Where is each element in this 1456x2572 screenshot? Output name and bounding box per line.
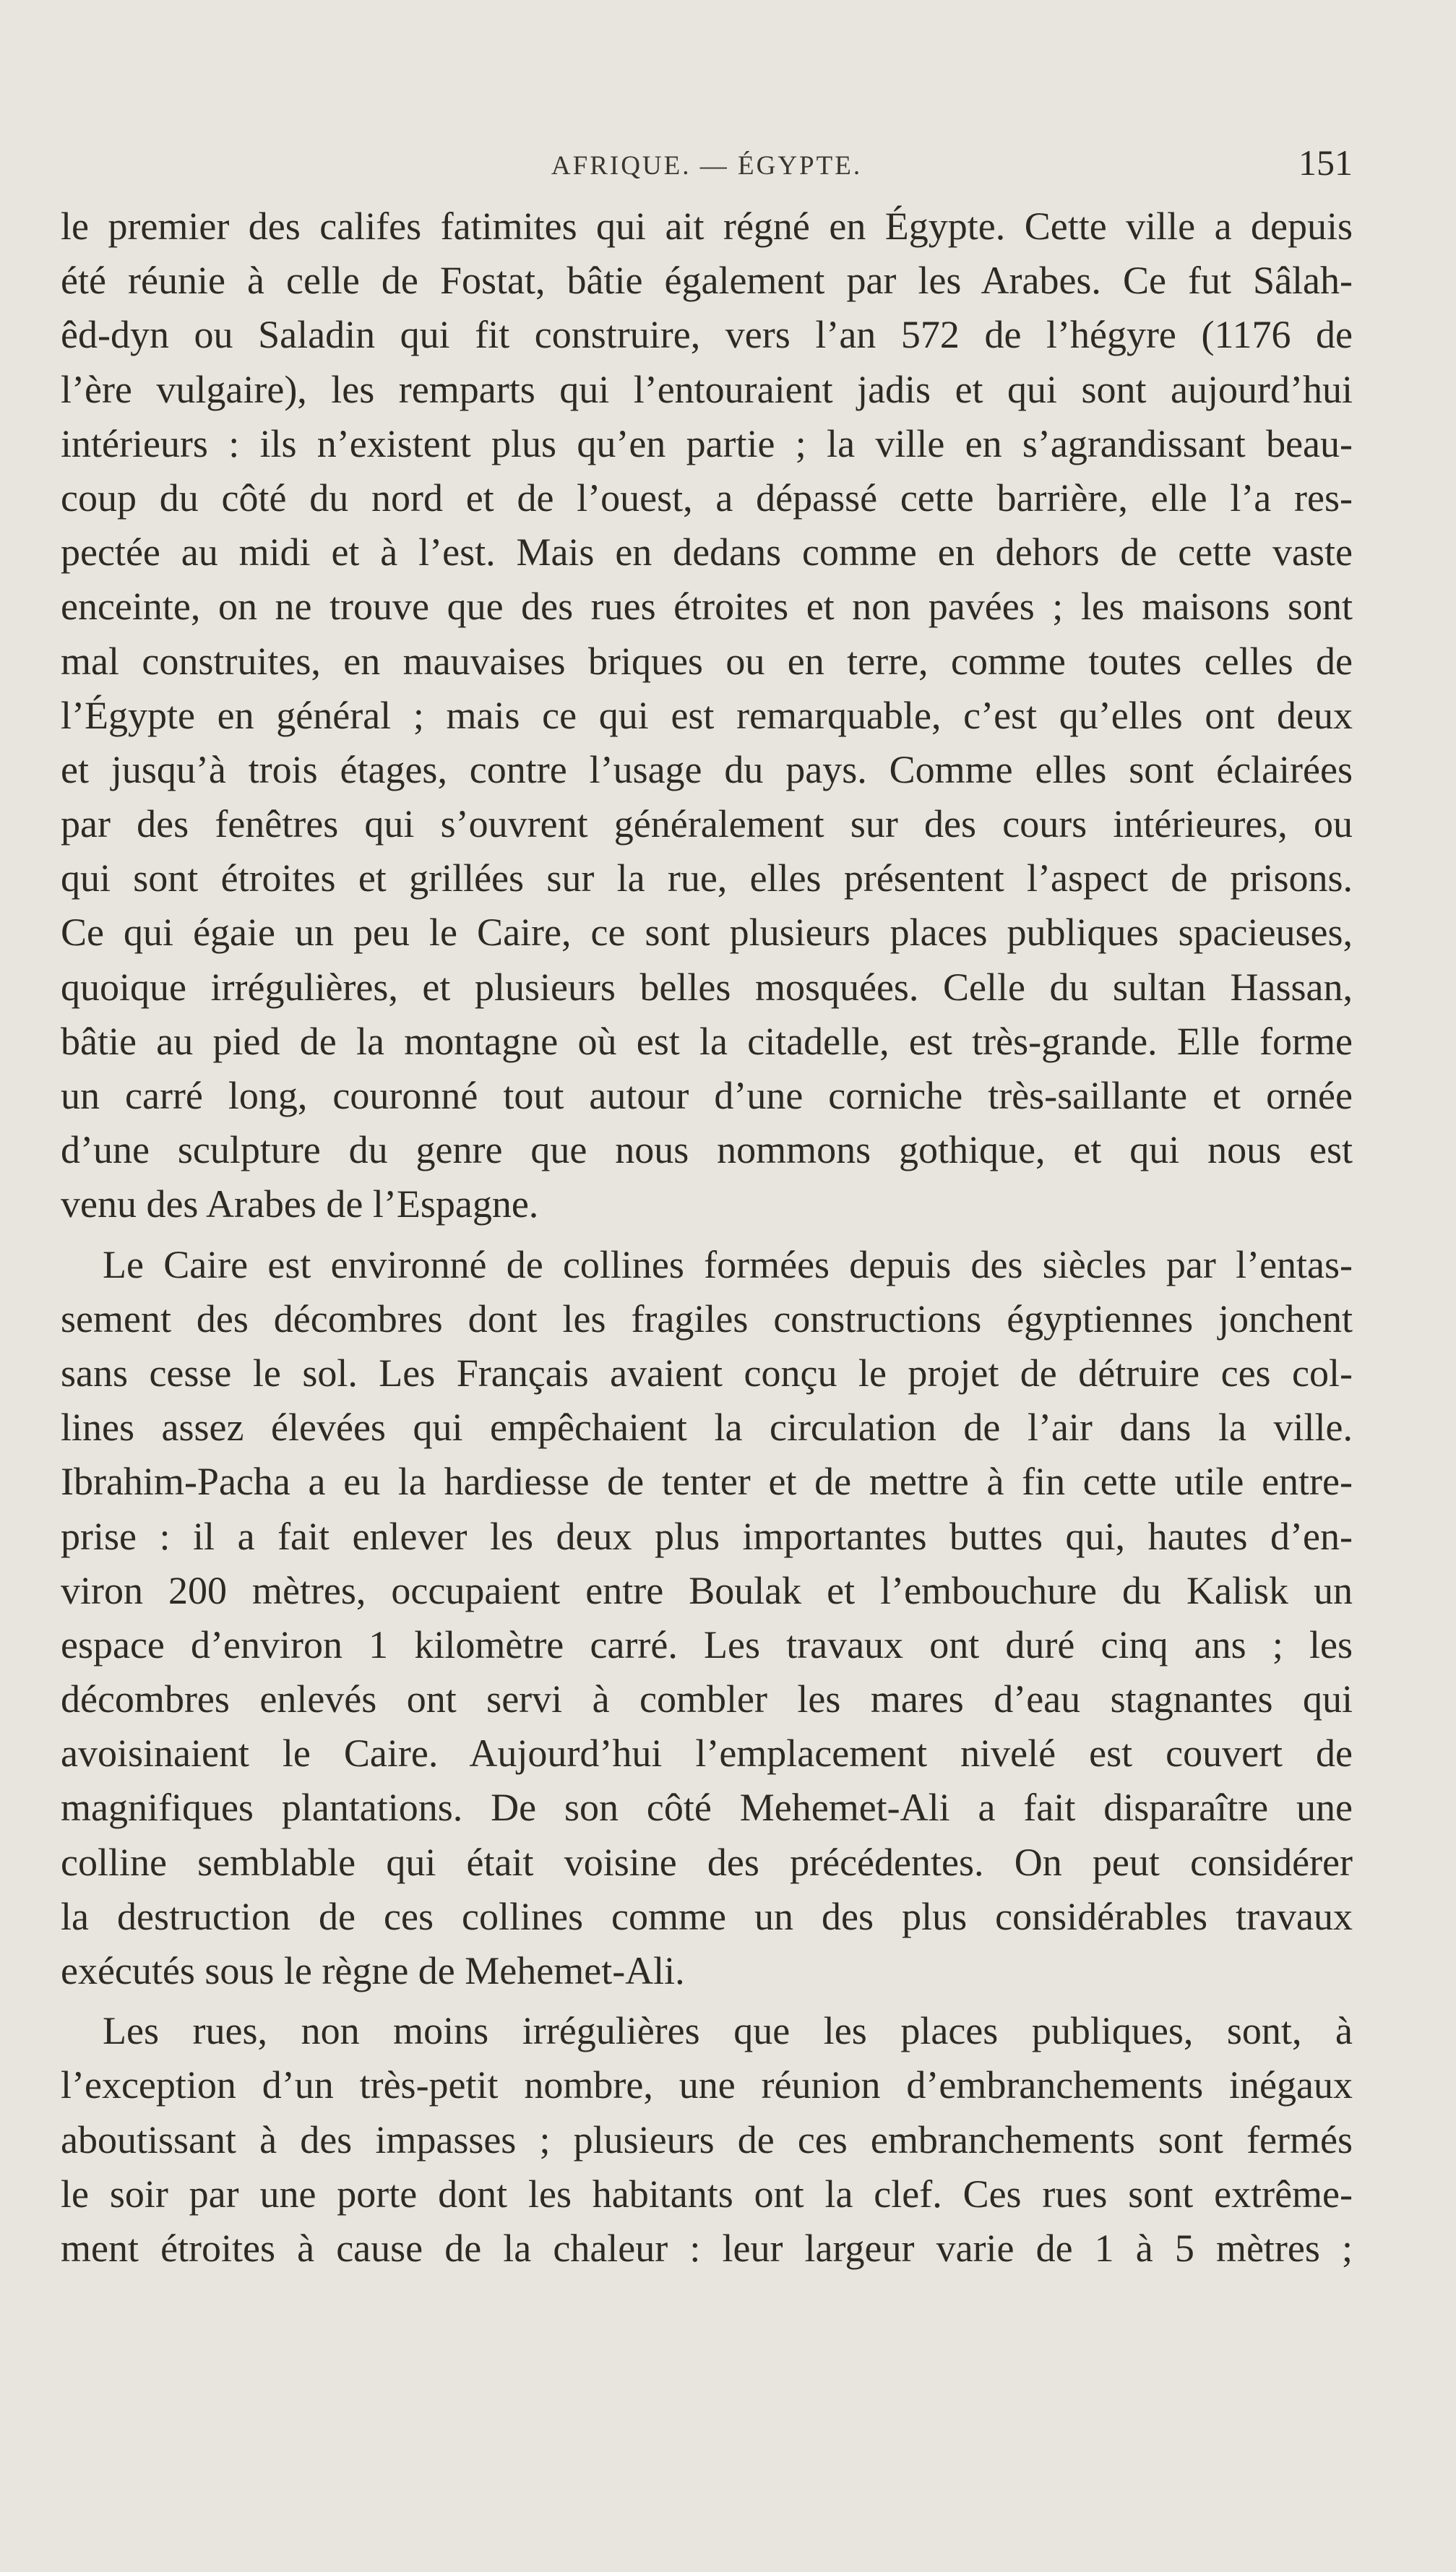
text-line: avoisinaient le Caire. Aujourd’hui l’emplacement nivelé est couvert de xyxy=(61,1732,1353,1776)
page-number: 151 xyxy=(1298,142,1353,183)
text-line: ment étroites à cause de la chaleur : leur largeur varie de 1 à 5 mètres ; xyxy=(61,2226,1353,2270)
text-line: d’une sculpture du genre que nous nommons gothique, et qui nous est xyxy=(61,1128,1353,1172)
text-line: Ibrahim-Pacha a eu la hardiesse de tenter et de mettre à fin cette utile entre- xyxy=(61,1460,1353,1504)
text-line: Les rues, non moins irrégulières que les places publiques, sont, à xyxy=(103,2009,1353,2053)
text-line: êd-dyn ou Saladin qui fit construire, vers l’an 572 de l’hégyre (1176 de xyxy=(61,313,1353,357)
text-line: un carré long, couronné tout autour d’une corniche très-saillante et ornée xyxy=(61,1074,1353,1117)
body-text xyxy=(61,199,1353,2276)
text-line: prise : il a fait enlever les deux plus importantes buttes qui, hautes d’en- xyxy=(61,1514,1353,1558)
text-line: sement des décombres dont les fragiles constructions égyptiennes jonchent xyxy=(61,1296,1353,1341)
text-line: coup du côté du nord et de l’ouest, a dépassé cette barrière, elle l’a res- xyxy=(61,476,1353,520)
text-line: sans cesse le sol. Les Français avaient conçu le projet de détruire ces col- xyxy=(61,1351,1353,1395)
text-line: par des fenêtres qui s’ouvrent généralement sur des cours intérieures, ou xyxy=(61,802,1353,846)
text-line: viron 200 mètres, occupaient entre Boulak et l’embouchure du Kalisk un xyxy=(61,1568,1353,1612)
text-line: quoique irrégulières, et plusieurs belles mosquées. Celle du sultan Hassan, xyxy=(61,965,1353,1009)
text-line: venu des Arabes de l’Espagne. xyxy=(61,1182,539,1226)
text-line: été réunie à celle de Fostat, bâtie également par les Arabes. Ce fut Sâlah- xyxy=(61,259,1353,303)
text-line: enceinte, on ne trouve que des rues étroites et non pavées ; les maisons sont xyxy=(61,585,1353,629)
paragraph-1 xyxy=(61,199,1353,1232)
text-line: exécutés sous le règne de Mehemet-Ali. xyxy=(61,1949,685,1992)
text-line: espace d’environ 1 kilomètre carré. Les travaux ont duré cinq ans ; les xyxy=(61,1622,1353,1666)
paragraph-2 xyxy=(61,1238,1353,1999)
text-line: mal construites, en mauvaises briques ou en terre, comme toutes celles de xyxy=(61,639,1353,683)
text-line: colline semblable qui était voisine des précédentes. On peut considérer xyxy=(61,1840,1353,1884)
text-line: qui sont étroites et grillées sur la rue, elles présentent l’aspect de prisons. xyxy=(61,856,1353,900)
text-line: l’ère vulgaire), les remparts qui l’entouraient jadis et qui sont aujourd’hui xyxy=(61,367,1353,411)
text-line: Le Caire est environné de collines formées depuis des siècles par l’entas- xyxy=(103,1242,1353,1286)
text-line: le premier des califes fatimites qui ait régné en Égypte. Cette ville a depuis xyxy=(61,205,1353,248)
text-line: la destruction de ces collines comme un des plus considérables travaux xyxy=(61,1894,1353,1938)
text-line: magnifiques plantations. De son côté Mehemet-Ali a fait disparaître une xyxy=(61,1786,1353,1830)
text-line: l’exception d’un très-petit nombre, une réunion d’embranchements inégaux xyxy=(61,2063,1353,2107)
text-line: bâtie au pied de la montagne où est la citadelle, est très-grande. Elle forme xyxy=(61,1019,1353,1063)
text-line: l’Égypte en général ; mais ce qui est remarquable, c’est qu’elles ont deux xyxy=(61,693,1353,737)
text-line: Ce qui égaie un peu le Caire, ce sont plusieurs places publiques spacieuses, xyxy=(61,911,1353,955)
text-line: intérieurs : ils n’existent plus qu’en partie ; la ville en s’agrandissant beau- xyxy=(61,421,1353,465)
text-line: décombres enlevés ont servi à combler les mares d’eau stagnantes qui xyxy=(61,1677,1353,1721)
text-line: et jusqu’à trois étages, contre l’usage du pays. Comme elles sont éclairées xyxy=(61,747,1353,791)
text-line: le soir par une porte dont les habitants ont la clef. Ces rues sont extrême- xyxy=(61,2172,1353,2216)
page-header xyxy=(61,142,1353,192)
text-line: aboutissant à des impasses ; plusieurs de ces embranchements sont fermés xyxy=(61,2117,1353,2162)
text-line: lines assez élevées qui empêchaient la circulation de l’air dans la ville. xyxy=(61,1406,1353,1450)
running-title: AFRIQUE. — ÉGYPTE. xyxy=(551,151,863,181)
paragraph-3 xyxy=(61,2004,1353,2276)
text-line: pectée au midi et à l’est. Mais en dedans comme en dehors de cette vaste xyxy=(61,530,1353,575)
